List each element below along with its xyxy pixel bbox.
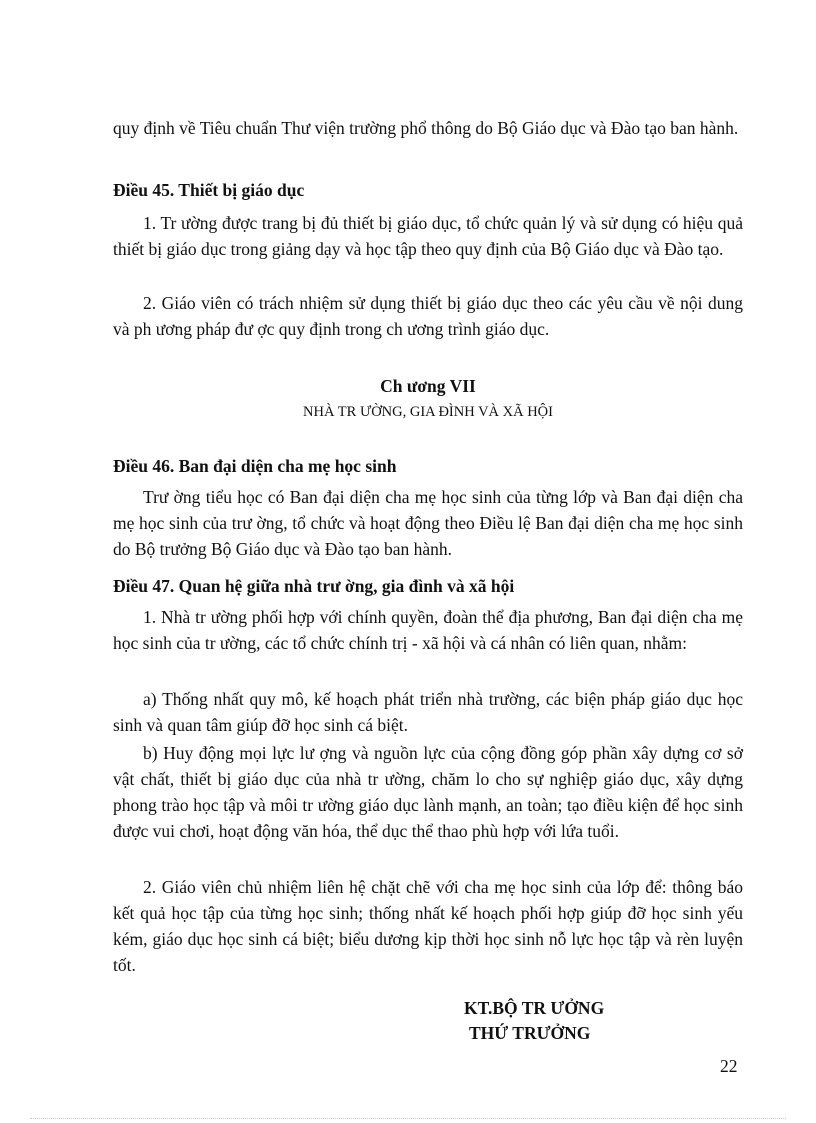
article-47-paragraph-2: 2. Giáo viên chủ nhiệm liên hệ chặt chẽ với cha mẹ học sinh của lớp để: thông báo kết quả học tập của từng học sinh; thống nhất kế hoạch phối hợp giúp đỡ học sinh yếu kém, giáo dục học sinh cá biệt; biểu dương kịp thời học sinh nỗ lực học tập và rèn luyện tốt.	[113, 877, 743, 975]
article-47-title: Điều 47. Quan hệ giữa nhà trư ờng, gia đình và xã hội	[113, 576, 515, 596]
article-47-item-b: b) Huy động mọi lực lư ợng và nguồn lực của cộng đồng góp phần xây dựng cơ sở vật chất, thiết bị giáo dục của nhà tr ường, chăm lo cho sự nghiệp giáo dục, xây dựng phong trào học tập và môi tr ường giáo dục lành mạnh, an toàn; tạo điều kiện để học sinh được vui chơi, hoạt động văn hóa, thể dục thể thao phù hợp với lứa tuổi.	[113, 743, 743, 841]
article-45-title: Điều 45. Thiết bị giáo dục	[113, 180, 305, 200]
page-bottom-rule	[30, 1118, 786, 1119]
article-46-title: Điều 46. Ban đại diện cha mẹ học sinh	[113, 456, 397, 476]
article-45-paragraph-1: 1. Tr ường được trang bị đủ thiết bị giáo dục, tổ chức quản lý và sử dụng có hiệu quả thiết bị giáo dục trong giảng dạy và học tập theo quy định của Bộ Giáo dục và Đào tạo.	[113, 213, 743, 259]
chapter-subtitle: NHÀ TR ƯỜNG, GIA ĐÌNH VÀ XÃ HỘI	[303, 404, 553, 420]
article-46-paragraph-1: Trư ờng tiểu học có Ban đại diện cha mẹ học sinh của từng lớp và Ban đại diện cha mẹ học sinh của trư ờng, tổ chức và hoạt động theo Điều lệ Ban đại diện cha mẹ học sinh do Bộ trưởng Bộ Giáo dục và Đào tạo ban hành.	[113, 487, 743, 559]
intro-paragraph: quy định về Tiêu chuẩn Thư viện trường phổ thông do Bộ Giáo dục và Đào tạo ban hành.	[113, 118, 739, 138]
article-45-paragraph-2: 2. Giáo viên có trách nhiệm sử dụng thiết bị giáo dục theo các yêu cầu về nội dung và ph ương pháp đư ợc quy định trong ch ương trình giáo dục.	[113, 293, 743, 339]
chapter-title: Ch ương VII	[380, 376, 476, 396]
article-47-item-a: a) Thống nhất quy mô, kế hoạch phát triển nhà trường, các biện pháp giáo dục học sinh và quan tâm giúp đỡ học sinh cá biệt.	[113, 689, 743, 735]
signature-title: KT.BỘ TR ƯỞNG	[464, 998, 605, 1018]
article-47-paragraph-1: 1. Nhà tr ường phối hợp với chính quyền, đoàn thể địa phương, Ban đại diện cha mẹ học sinh của tr ường, các tổ chức chính trị - xã hội và cá nhân có liên quan, nhằm:	[113, 607, 743, 653]
page-number: 22	[720, 1056, 738, 1076]
signature-subtitle: THỨ TRƯỞNG	[469, 1023, 591, 1043]
